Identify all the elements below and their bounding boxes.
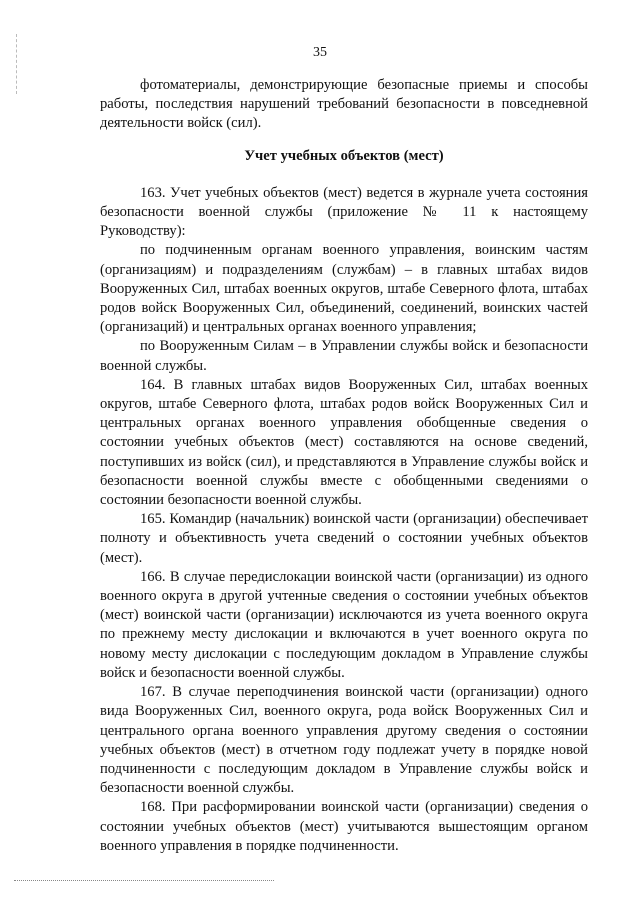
page-number: 35 [313, 45, 327, 60]
paragraph-164: 164. В главных штабах видов Вооруженных Сил, штабах военных округов, штабе Северного флота, штабах родов войск Вооруженных Сил и центральных органах военного управления обобщенные сведения о состоянии учебных объектов (мест) составляются на основе сведений, поступивших из войск (сил), и представляются в Управление службы войск и безопасности военной службы вместе с обобщенными сведениями о состоянии безопасности военной службы. [100, 376, 588, 509]
bottom-scan-line [14, 880, 274, 881]
paragraph-163-item-2: по Вооруженным Силам – в Управлении службы войск и безопасности военной службы. [100, 338, 588, 374]
paragraph-168: 168. При расформировании воинской части (организации) сведения о состоянии учебных объектов (мест) учитываются вышестоящим органом военного управления в порядке подчиненности. [100, 799, 588, 854]
section-title: Учет учебных объектов (мест) [244, 147, 444, 164]
paragraph-163-item-1: по подчиненным органам военного управления, воинским частям (организациям) и подразделениям (службам) – в главных штабах видов Вооруженных Сил, штабах военных округов, штабе Северного флота, штабах родов войск Вооруженных Сил, объединений, соединений, воинских частей (организаций) и центральных органах военного управления; [100, 242, 588, 336]
scan-edge-marks [16, 34, 19, 94]
paragraph-163: 163. Учет учебных объектов (мест) ведется в журнале учета состояния безопасности военной службы (приложение № 11 к настоящему Руководству): [100, 184, 588, 240]
document-body [100, 76, 588, 856]
intro-paragraph: фотоматериалы, демонстрирующие безопасные приемы и способы работы, последствия нарушений требований безопасности в повседневной деятельности войск (сил). [100, 77, 588, 132]
paragraph-165: 165. Командир (начальник) воинской части (организации) обеспечивает полноту и объективность учета сведений о состоянии учебных объектов (мест). [100, 511, 588, 566]
paragraph-166: 166. В случае передислокации воинской части (организации) из одного военного округа в другой учтенные сведения о состоянии учебных объектов (мест) воинской части (организации) исключаются из учета военного округа по прежнему месту дислокации и включаются в учет военного округа по новому месту дислокации с последующим докладом в Управление службы войск и безопасности военной службы. [100, 568, 588, 681]
paragraph-167: 167. В случае переподчинения воинской части (организации) одного вида Вооруженных Сил, военного округа, рода войск Вооруженных Сил и центрального органа военного управления другому сведения о состоянии учебных объектов (мест) в отчетном году подлежат учету в порядке новой подчиненности с последующим докладом в Управление службы войск и безопасности военной службы. [100, 684, 588, 797]
